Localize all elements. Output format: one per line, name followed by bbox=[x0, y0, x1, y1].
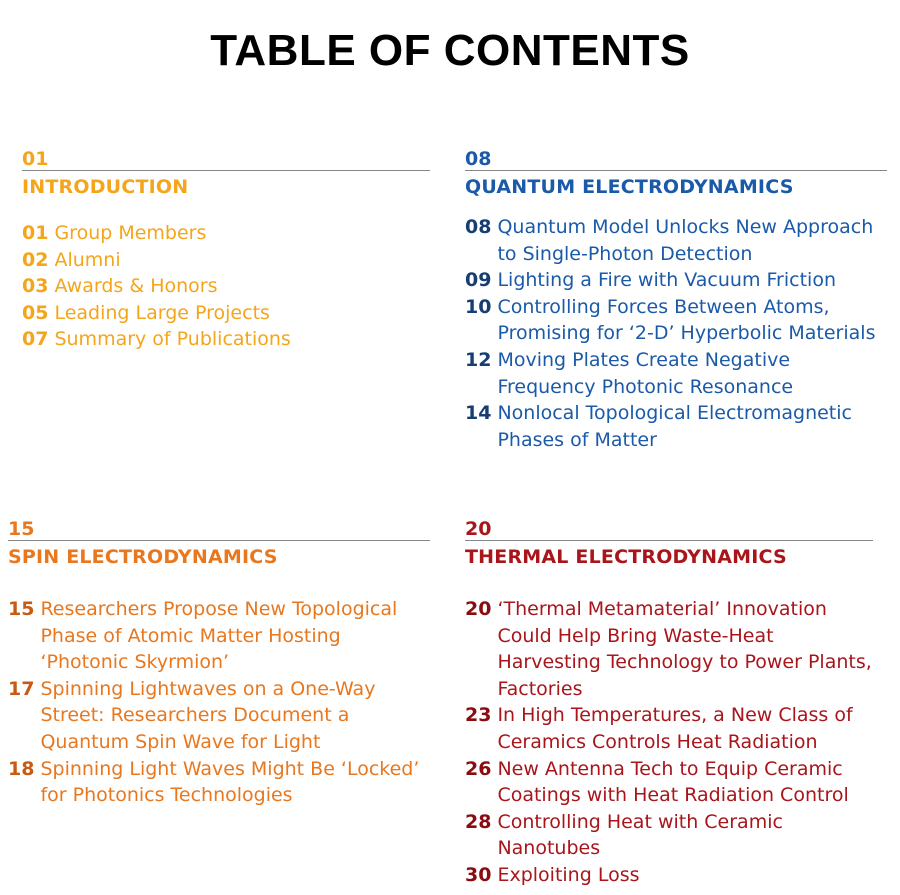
entry-title: Controlling Heat with Ceramic Nanotubes bbox=[497, 810, 783, 860]
page-number: 09 bbox=[465, 269, 492, 292]
toc-entry[interactable] bbox=[8, 756, 430, 809]
page-number: 02 bbox=[22, 248, 49, 271]
toc-entry[interactable] bbox=[22, 326, 430, 353]
section-number: 01 bbox=[22, 148, 49, 170]
toc-entry[interactable] bbox=[8, 596, 430, 676]
toc-entry-list bbox=[22, 220, 430, 353]
toc-entry[interactable] bbox=[465, 400, 887, 453]
entry-title: In High Temperatures, a New Class of Ceramics Controls Heat Radiation bbox=[497, 704, 853, 753]
page-number: 10 bbox=[465, 295, 492, 318]
page-number: 01 bbox=[22, 222, 49, 244]
entry-title: Spinning Light Waves Might Be ‘Locked’ for Photonics Technologies bbox=[40, 757, 420, 807]
entry-title: Exploiting Loss bbox=[497, 863, 640, 886]
page-number: 15 bbox=[8, 598, 35, 620]
toc-entry[interactable] bbox=[465, 294, 887, 347]
page-number: 23 bbox=[465, 704, 492, 727]
toc-entry[interactable] bbox=[22, 220, 430, 247]
toc-entry[interactable] bbox=[22, 300, 430, 327]
toc-entry[interactable] bbox=[22, 247, 430, 274]
section-heading: INTRODUCTION bbox=[22, 176, 189, 198]
page-number: 18 bbox=[8, 757, 35, 780]
page-number: 12 bbox=[465, 348, 492, 371]
toc-entry[interactable] bbox=[465, 267, 887, 294]
entry-title: Awards & Honors bbox=[54, 275, 218, 298]
entry-title: New Antenna Tech to Equip Ceramic Coatings with Heat Radiation Control bbox=[497, 757, 849, 807]
section-divider bbox=[465, 170, 887, 171]
toc-entry[interactable] bbox=[465, 756, 873, 809]
entry-title: Nonlocal Topological Electromagnetic Phases of Matter bbox=[497, 402, 852, 451]
section-introduction bbox=[22, 148, 430, 353]
entry-title: Summary of Publications bbox=[54, 328, 291, 351]
toc-entry-list bbox=[465, 596, 873, 889]
entry-title: Controlling Forces Between Atoms, Promising for ‘2-D’ Hyperbolic Materials bbox=[497, 295, 876, 345]
page-number: 17 bbox=[8, 677, 35, 700]
toc-entry[interactable] bbox=[465, 809, 873, 862]
entry-title: Moving Plates Create Negative Frequency Photonic Resonance bbox=[497, 348, 794, 398]
toc-entry[interactable] bbox=[8, 676, 430, 756]
toc-entry[interactable] bbox=[465, 702, 873, 755]
section-divider bbox=[465, 540, 873, 541]
entry-title: Researchers Propose New Topological Phase of Atomic Matter Hosting ‘Photonic Skyrmion’ bbox=[40, 598, 398, 674]
entry-title: Group Members bbox=[54, 222, 207, 244]
page-number: 30 bbox=[465, 863, 492, 886]
page-number: 03 bbox=[22, 275, 49, 298]
toc-entry[interactable] bbox=[465, 596, 873, 702]
page-number: 08 bbox=[465, 216, 492, 238]
entry-title: Leading Large Projects bbox=[54, 301, 270, 324]
toc-entry-list bbox=[465, 214, 887, 453]
page-number: 14 bbox=[465, 402, 492, 425]
section-divider bbox=[8, 540, 430, 541]
section-thermal-electrodynamics bbox=[465, 518, 873, 889]
page-number: 07 bbox=[22, 328, 49, 351]
entry-title: ‘Thermal Metamaterial’ Innovation Could Help Bring Waste-Heat Harvesting Technology to Power Plants, Factories bbox=[497, 598, 872, 700]
toc-entry-list bbox=[8, 596, 430, 809]
section-heading: THERMAL ELECTRODYNAMICS bbox=[465, 546, 787, 568]
toc-entry[interactable] bbox=[22, 273, 430, 300]
page-number: 28 bbox=[465, 810, 492, 833]
entry-title: Lighting a Fire with Vacuum Friction bbox=[497, 269, 836, 292]
entry-title: Quantum Model Unlocks New Approach to Single-Photon Detection bbox=[497, 216, 874, 265]
toc-entry[interactable] bbox=[465, 214, 887, 267]
page-title: TABLE OF CONTENTS bbox=[210, 26, 690, 75]
page-number: 05 bbox=[22, 301, 49, 324]
section-number: 08 bbox=[465, 148, 492, 170]
section-heading: QUANTUM ELECTRODYNAMICS bbox=[465, 176, 794, 198]
entry-title: Spinning Lightwaves on a One-Way Street: Researchers Document a Quantum Spin Wave for Light bbox=[40, 677, 376, 753]
section-quantum-electrodynamics bbox=[465, 148, 887, 453]
page-number: 26 bbox=[465, 757, 492, 780]
page-number: 20 bbox=[465, 598, 492, 620]
section-number: 15 bbox=[8, 518, 35, 540]
section-spin-electrodynamics bbox=[8, 518, 430, 809]
section-heading: SPIN ELECTRODYNAMICS bbox=[8, 546, 278, 568]
entry-title: Alumni bbox=[54, 248, 121, 271]
section-number: 20 bbox=[465, 518, 492, 540]
toc-entry[interactable] bbox=[465, 862, 873, 889]
section-divider bbox=[22, 170, 430, 171]
toc-entry[interactable] bbox=[465, 347, 887, 400]
